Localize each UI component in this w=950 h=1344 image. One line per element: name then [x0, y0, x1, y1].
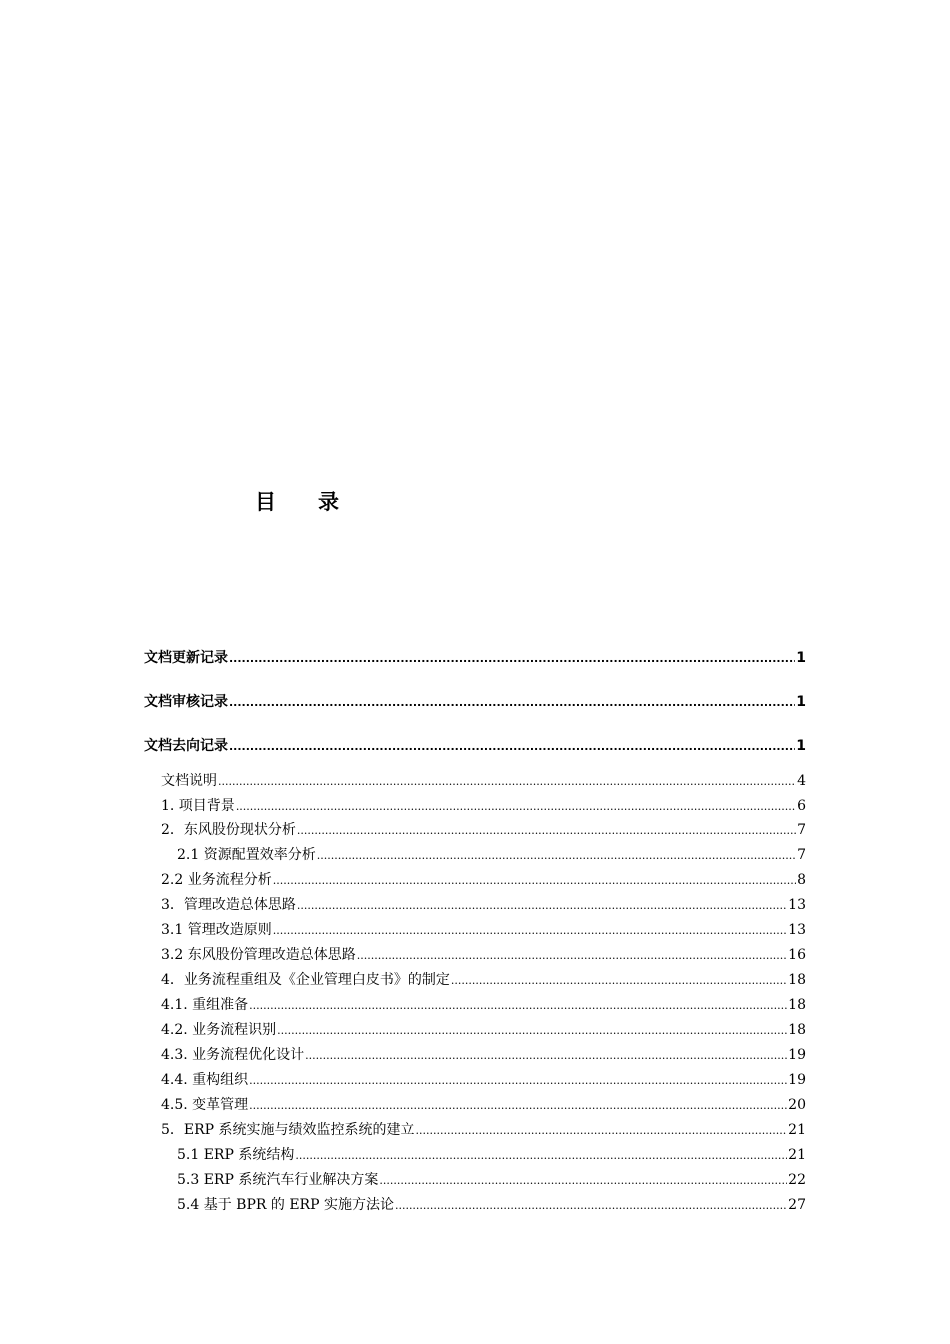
- toc-entry-section-5-1[interactable]: [177, 1145, 806, 1165]
- toc-entry-page: 19: [788, 1047, 806, 1063]
- toc-entry-doc-description[interactable]: [161, 771, 806, 791]
- toc-entry-page: 1: [796, 694, 806, 710]
- toc-entry-page: 6: [797, 798, 806, 814]
- toc-leader: [218, 772, 796, 792]
- toc-entry-label: 4.2. 业务流程识别: [161, 1022, 277, 1038]
- toc-entry-doc-review-log[interactable]: [144, 692, 806, 712]
- toc-entry-page: 7: [797, 822, 806, 838]
- toc-entry-label: 文档审核记录: [144, 694, 228, 710]
- toc-leader: [416, 1121, 788, 1141]
- toc-entry-label: 3.2 东风股份管理改造总体思路: [161, 947, 356, 963]
- toc-entry-label: 3.1 管理改造原则: [161, 922, 272, 938]
- toc-entry-section-3[interactable]: [161, 895, 806, 915]
- toc-entry-section-4-1[interactable]: [161, 995, 806, 1015]
- toc-leader: [305, 1046, 787, 1066]
- toc-entry-section-2[interactable]: [161, 820, 806, 840]
- toc-entry-label: 3．管理改造总体思路: [161, 897, 296, 913]
- toc-leader: [229, 737, 795, 757]
- toc-entry-label: 5.3 ERP 系统汽车行业解决方案: [177, 1172, 379, 1188]
- toc-entry-section-3-1[interactable]: [161, 920, 806, 940]
- toc-entry-label: 文档说明: [161, 773, 217, 789]
- toc-leader: [297, 821, 796, 841]
- toc-entry-label: 5.1 ERP 系统结构: [177, 1147, 295, 1163]
- toc-entry-page: 13: [788, 897, 806, 913]
- toc-entry-section-5[interactable]: [161, 1120, 806, 1140]
- toc-entry-page: 20: [788, 1097, 806, 1113]
- toc-entry-page: 19: [788, 1072, 806, 1088]
- toc-entry-section-4-4[interactable]: [161, 1070, 806, 1090]
- toc-entry-section-5-4[interactable]: [177, 1195, 806, 1215]
- toc-leader: [297, 896, 787, 916]
- toc-entry-page: 18: [788, 972, 806, 988]
- toc-leader: [273, 921, 787, 941]
- toc-entry-page: 13: [788, 922, 806, 938]
- toc-leader: [451, 971, 787, 991]
- toc-leader: [379, 1171, 787, 1191]
- toc-entry-label: 4.5. 变革管理: [161, 1097, 249, 1113]
- toc-entry-label: 4.3. 业务流程优化设计: [161, 1047, 305, 1063]
- toc-leader: [229, 693, 795, 713]
- toc-entry-section-4-3[interactable]: [161, 1045, 806, 1065]
- toc-leader: [249, 1071, 787, 1091]
- toc-entry-page: 22: [788, 1172, 806, 1188]
- toc-leader: [249, 996, 787, 1016]
- toc-entry-section-3-2[interactable]: [161, 945, 806, 965]
- toc-entry-page: 18: [788, 997, 806, 1013]
- toc-entry-page: 27: [788, 1197, 806, 1213]
- toc-entry-section-1[interactable]: [161, 796, 806, 816]
- toc-entry-page: 8: [797, 872, 806, 888]
- toc-entry-page: 18: [788, 1022, 806, 1038]
- toc-leader: [229, 649, 795, 669]
- toc-entry-label: 4.1. 重组准备: [161, 997, 249, 1013]
- toc-entry-doc-update-log[interactable]: [144, 648, 806, 668]
- toc-entry-section-4[interactable]: [161, 970, 806, 990]
- toc-entry-page: 21: [788, 1122, 806, 1138]
- toc-entry-label: 2.1 资源配置效率分析: [177, 847, 316, 863]
- toc-entry-label: 2.2 业务流程分析: [161, 872, 272, 888]
- toc-leader: [249, 1096, 787, 1116]
- toc-leader: [357, 946, 787, 966]
- toc-title: 目 录: [255, 490, 339, 514]
- toc-entry-page: 16: [788, 947, 806, 963]
- toc-entry-section-2-1[interactable]: [177, 845, 806, 865]
- toc-entry-label: 1. 项目背景: [161, 798, 235, 814]
- toc-entry-page: 1: [796, 738, 806, 754]
- toc-entry-page: 21: [788, 1147, 806, 1163]
- toc-entry-doc-distribution-log[interactable]: [144, 736, 806, 756]
- toc-entry-section-4-2[interactable]: [161, 1020, 806, 1040]
- toc-leader: [277, 1021, 787, 1041]
- toc-entry-label: 2．东风股份现状分析: [161, 822, 296, 838]
- toc-leader: [273, 871, 796, 891]
- toc-entry-label: 4．业务流程重组及《企业管理白皮书》的制定: [161, 972, 450, 988]
- toc-entry-section-2-2[interactable]: [161, 870, 806, 890]
- toc-leader: [295, 1146, 787, 1166]
- toc-entry-page: 7: [797, 847, 806, 863]
- toc-entry-page: 1: [796, 650, 806, 666]
- toc-leader: [236, 797, 796, 817]
- toc-entry-label: 文档去向记录: [144, 738, 228, 754]
- toc-entry-label: 4.4. 重构组织: [161, 1072, 249, 1088]
- toc-entry-label: 5．ERP 系统实施与绩效监控系统的建立: [161, 1122, 415, 1138]
- toc-entry-section-4-5[interactable]: [161, 1095, 806, 1115]
- toc-leader: [395, 1196, 787, 1216]
- toc-entry-label: 文档更新记录: [144, 650, 228, 666]
- toc-entry-label: 5.4 基于 BPR 的 ERP 实施方法论: [177, 1197, 394, 1213]
- toc-entry-page: 4: [797, 773, 806, 789]
- toc-leader: [317, 846, 796, 866]
- toc-entry-section-5-3[interactable]: [177, 1170, 806, 1190]
